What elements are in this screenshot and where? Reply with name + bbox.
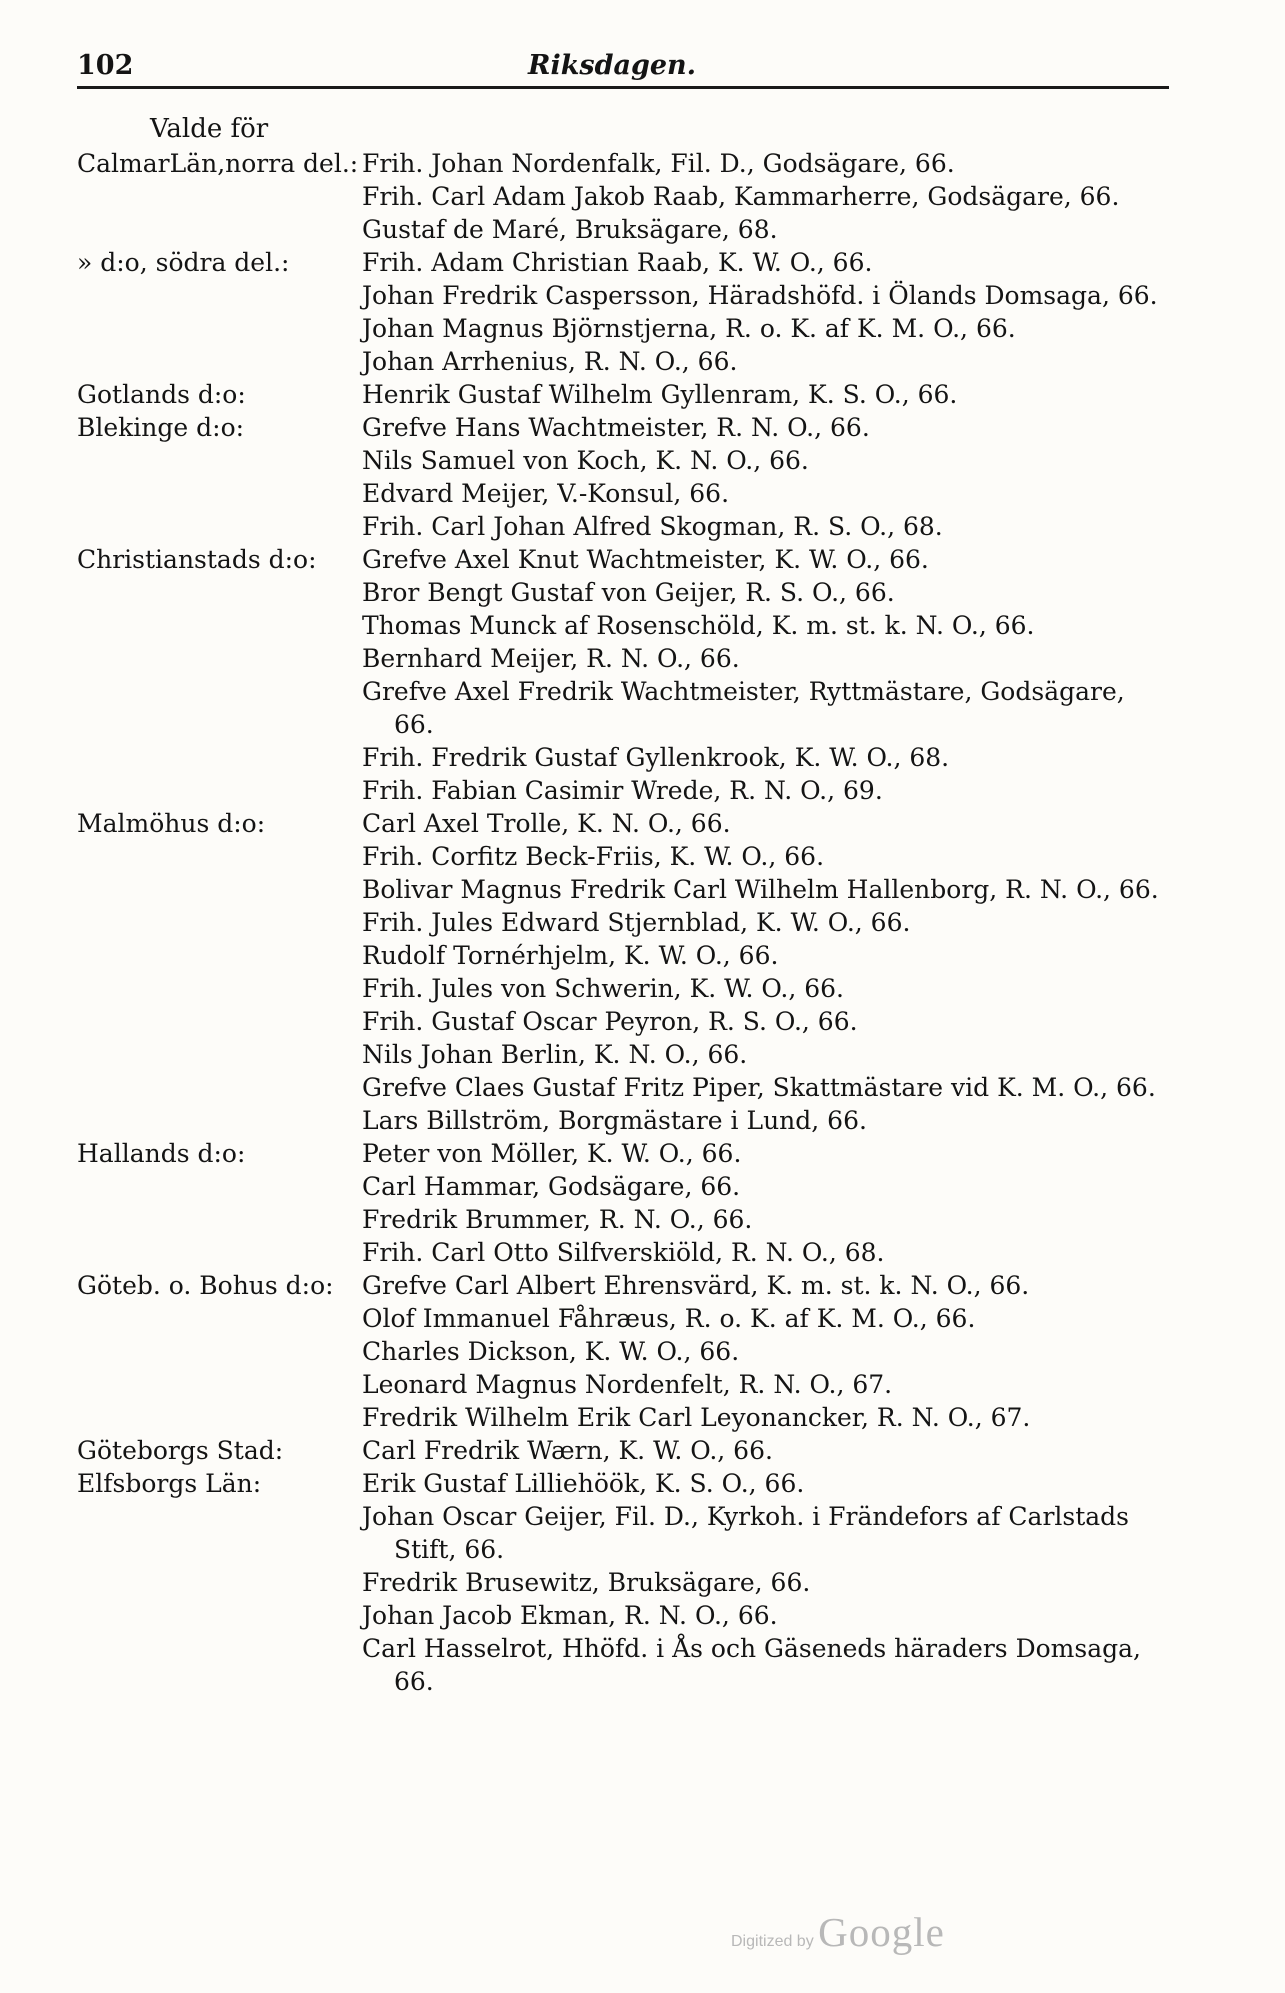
member-name: Grefve Hans Wachtmeister, R. N. O., 66. (362, 413, 870, 442)
member-name: Edvard Meijer, V.-Konsul, 66. (362, 479, 730, 508)
header-rule (77, 86, 1169, 89)
google-logo: Google (818, 1909, 945, 1955)
constituency-entry (77, 1269, 1177, 1434)
member-name: Johan Oscar Geijer, Fil. D., Kyrkoh. i Frändefors af Carlstads Stift, 66. (362, 1502, 1130, 1564)
member-name: Frih. Jules Edward Stjernblad, K. W. O., 66. (362, 908, 911, 937)
member-list (362, 1137, 1170, 1269)
member-name: Lars Billström, Borgmästare i Lund, 66. (362, 1106, 867, 1135)
member-name: Carl Hasselrot, Hhöfd. i Ås och Gäseneds häraders Domsaga, 66. (362, 1634, 1141, 1696)
member-name: Grefve Axel Knut Wachtmeister, K. W. O., 66. (362, 545, 929, 574)
member-name: Frih. Carl Johan Alfred Skogman, R. S. O., 68. (362, 512, 943, 541)
member-name: Grefve Axel Fredrik Wachtmeister, Ryttmästare, Godsägare, 66. (362, 677, 1125, 739)
digitized-by-watermark (731, 1908, 945, 1956)
member-name: Bolivar Magnus Fredrik Carl Wilhelm Hallenborg, R. N. O., 66. (362, 875, 1159, 904)
page-header (77, 44, 1169, 92)
constituency-list (77, 147, 1177, 1698)
constituency-label: Gotlands d:o: (77, 380, 246, 409)
constituency-label: Christianstads d:o: (77, 545, 317, 574)
member-name: Grefve Claes Gustaf Fritz Piper, Skattmästare vid K. M. O., 66. (362, 1073, 1156, 1102)
member-name: Frih. Johan Nordenfalk, Fil. D., Godsägare, 66. (362, 149, 955, 178)
constituency-label: » d:o, södra del.: (77, 248, 290, 277)
member-name: Bernhard Meijer, R. N. O., 66. (362, 644, 740, 673)
member-name: Frih. Jules von Schwerin, K. W. O., 66. (362, 974, 844, 1003)
constituency-label: Blekinge d:o: (77, 413, 245, 442)
member-name: Frih. Carl Adam Jakob Raab, Kammarherre, Godsägare, 66. (362, 182, 1120, 211)
member-name: Rudolf Tornérhjelm, K. W. O., 66. (362, 941, 779, 970)
member-name: Frih. Fredrik Gustaf Gyllenkrook, K. W. O., 68. (362, 743, 950, 772)
member-list (362, 1269, 1170, 1434)
member-name: Johan Magnus Björnstjerna, R. o. K. af K. M. O., 66. (362, 314, 1016, 343)
member-name: Carl Fredrik Wærn, K. W. O., 66. (362, 1436, 773, 1465)
member-name: Olof Immanuel Fåhræus, R. o. K. af K. M. O., 66. (362, 1304, 976, 1333)
member-list (362, 147, 1170, 246)
member-name: Peter von Möller, K. W. O., 66. (362, 1139, 742, 1168)
constituency-label: Göteb. o. Bohus d:o: (77, 1271, 334, 1300)
constituency-entry (77, 807, 1177, 1137)
member-name: Leonard Magnus Nordenfelt, R. N. O., 67. (362, 1370, 893, 1399)
member-name: Nils Johan Berlin, K. N. O., 66. (362, 1040, 748, 1069)
member-name: Frih. Corfitz Beck-Friis, K. W. O., 66. (362, 842, 825, 871)
member-name: Carl Hammar, Godsägare, 66. (362, 1172, 741, 1201)
member-name: Frih. Carl Otto Silfverskiöld, R. N. O., 68. (362, 1238, 885, 1267)
watermark-prefix: Digitized by (731, 1933, 814, 1950)
member-list (362, 246, 1170, 378)
member-name: Henrik Gustaf Wilhelm Gyllenram, K. S. O., 66. (362, 380, 958, 409)
member-name: Bror Bengt Gustaf von Geijer, R. S. O., 66. (362, 578, 895, 607)
member-list (362, 1434, 1170, 1467)
member-name: Gustaf de Maré, Bruksägare, 68. (362, 215, 778, 244)
member-name: Frih. Fabian Casimir Wrede, R. N. O., 69. (362, 776, 883, 805)
member-name: Fredrik Brusewitz, Bruksägare, 66. (362, 1568, 811, 1597)
constituency-entry (77, 246, 1177, 378)
member-name: Nils Samuel von Koch, K. N. O., 66. (362, 446, 809, 475)
member-name: Johan Jacob Ekman, R. N. O., 66. (362, 1601, 778, 1630)
constituency-label: Göteborgs Stad: (77, 1436, 284, 1465)
constituency-entry (77, 1434, 1177, 1467)
member-name: Erik Gustaf Lilliehöök, K. S. O., 66. (362, 1469, 805, 1498)
member-name: Johan Arrhenius, R. N. O., 66. (362, 347, 738, 376)
member-list (362, 411, 1170, 543)
section-subheading: Valde för (150, 114, 269, 144)
running-title: Riksdagen. (528, 50, 697, 81)
member-list (362, 807, 1170, 1137)
constituency-entry (77, 378, 1177, 411)
member-name: Carl Axel Trolle, K. N. O., 66. (362, 809, 731, 838)
constituency-entry (77, 543, 1177, 807)
member-name: Thomas Munck af Rosenschöld, K. m. st. k. N. O., 66. (362, 611, 1035, 640)
member-name: Fredrik Wilhelm Erik Carl Leyonancker, R. N. O., 67. (362, 1403, 1031, 1432)
constituency-label: Elfsborgs Län: (77, 1469, 262, 1498)
member-name: Charles Dickson, K. W. O., 66. (362, 1337, 740, 1366)
member-name: Fredrik Brummer, R. N. O., 66. (362, 1205, 753, 1234)
constituency-entry (77, 411, 1177, 543)
constituency-entry (77, 147, 1177, 246)
member-name: Johan Fredrik Caspersson, Häradshöfd. i Ölands Domsaga, 66. (362, 281, 1158, 310)
constituency-entry (77, 1467, 1177, 1698)
member-list (362, 543, 1170, 807)
member-name: Grefve Carl Albert Ehrensvärd, K. m. st. k. N. O., 66. (362, 1271, 1030, 1300)
member-name: Frih. Gustaf Oscar Peyron, R. S. O., 66. (362, 1007, 858, 1036)
member-list (362, 1467, 1170, 1698)
constituency-label: Malmöhus d:o: (77, 809, 266, 838)
constituency-label: Hallands d:o: (77, 1139, 246, 1168)
constituency-entry (77, 1137, 1177, 1269)
page-number: 102 (77, 50, 134, 81)
constituency-label: CalmarLän,norra del.: (77, 149, 359, 178)
member-list (362, 378, 1170, 411)
member-name: Frih. Adam Christian Raab, K. W. O., 66. (362, 248, 873, 277)
